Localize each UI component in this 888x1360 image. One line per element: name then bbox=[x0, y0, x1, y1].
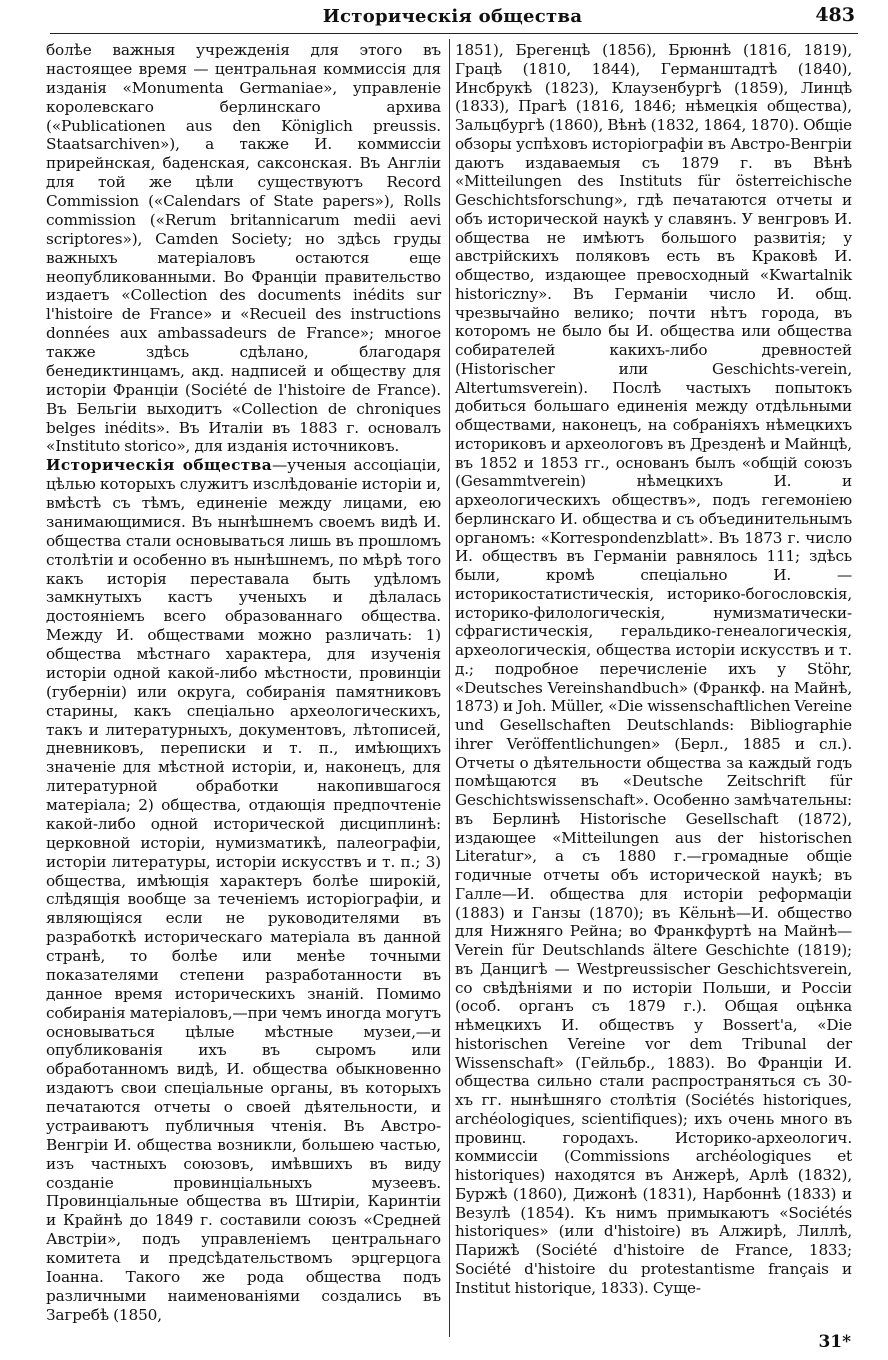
header-rule bbox=[50, 33, 858, 34]
right-paragraph: 1851), Брегенцѣ (1856), Брюннѣ (1816, 1819), Грацѣ (1810, 1844), Германштадтѣ (1840), Инсбрукѣ (1823), Клаузенбургѣ (1859), Линцѣ (1833), Прагѣ (1816, 1846; нѣмецкія общества), Зальцбургѣ (1860), Вѣнѣ (1832, 1864, 1870). Общіе обзоры успѣховъ исторіографіи въ Австро-Венгріи даютъ издаваемыя съ 1879 г. въ Вѣнѣ «Mitteilungen des Instituts für österreichische Geschichtsforschung», гдѣ печатаются отчеты и объ исторической наукѣ у славянъ. У венгровъ И. общества не имѣютъ большого развитія; у австрійскихъ поляковъ есть въ Краковѣ И. общество, издающее превосходный «Kwartalnik historiczny». Въ Германіи число И. общ. чрезвычайно велико; почти нѣтъ города, въ которомъ не было бы И. общества или общества собирателей какихъ-либо древностей (Historischer или Geschichts-verein, Altertumsverein). Послѣ частыхъ попытокъ добиться большаго единенія между отдѣльными обществами, наконецъ, на собраніяхъ нѣмецкихъ историковъ и археологовъ въ Дрезденѣ и Майнцѣ, въ 1852 и 1853 гг., основанъ былъ «общій союзъ (Gesammtverein) нѣмецкихъ И. и археологическихъ обществъ», подъ гегемоніею берлинскаго И. общества и съ объединительнымъ органомъ: «Korrespondenzblatt». Въ 1873 г. число И. обществъ въ Германіи равнялось 111; здѣсь были, кромѣ спеціально И. — историкостатистическія, историко-богословскія, историко-филологическія, нумизматически-сфрагистическія, геральдико-генеалогическія, археологическія, общества исторіи искусствъ и т. д.; подробное перечисленіе ихъ у Stöhr, «Deutsches Vereinshandbuch» (Франкф. на Майнѣ, 1873) и Joh. Müller, «Die wissenschaftlichen Vereine und Gesellschaften Deutschlands: Bibliographie ihrer Veröffentlichungen» (Берл., 1885 и сл.). Отчеты о дѣятельности общества за каждый годъ помѣщаются въ «Deutsche Zeitschrift für Geschichtswissenschaft». Особенно замѣчательны: въ Берлинѣ Historische Gesellschaft (1872), издающее «Mitteilungen aus der historischen Literatur», а съ 1880 г.—громадные общіе годичные отчеты объ исторической наукѣ; въ Галле—И. общества для исторіи реформаціи (1883) и Ганзы (1870); въ Кёльнѣ—И. общество для Нижняго Рейна; во Франкфуртѣ на Майнѣ—Verein für Deutschlands ältere Geschichte (1819); въ Данцигѣ — Westpreussischer Geschichtsverein, со свѣдѣніями и по исторіи Польши, и Россіи (особ. органъ съ 1879 г.). Общая оцѣнка нѣмецкихъ И. обществъ у Bossert'a, «Die historischen Vereine vor dem Tribunal der Wissenschaft» (Гейльбр., 1883). Во Франціи И. общества сильно стали распространяться съ 30-хъ гг. нынѣшняго столѣтія (Sociétés historiques, archéologiques, scientifiques); ихъ очень много въ провинц. городахъ. Историко-археологич. коммиссіи (Commissions archéologiques et historiques) находятся въ Анжерѣ, Арлѣ (1832), Буржѣ (1860), Дижонѣ (1831), Нарбоннѣ (1833) и Везулѣ (1854). Къ нимъ примыкаютъ «Sociétés historiques» (или d'histoire) въ Алжирѣ, Лиллѣ, Парижѣ (Société d'histoire de France, 1833; Société d'histoire du protestantisme français и Institut historique, 1833). Суще- bbox=[455, 41, 852, 1297]
left-paragraph-2 bbox=[46, 456, 441, 1324]
left-paragraph-1: болѣе важныя учрежденія для этого въ настоящее время — центральная коммиссія для изданія «Monumenta Germaniae», управленіе королевскаго берлинскаго архива («Publicationen aus den Königlich preussis. Staatsarchiven»), а также И. коммиссіи прирейнская, баденская, саксонская. Въ Англіи для той же цѣли существуютъ Record Commission («Calendars of State papers»), Rolls commission («Rerum britannicarum medii aevi scriptores»), Camden Society; но здѣсь груды важныхъ матеріаловъ остаются еще неопубликованными. Во Франціи правительство издаетъ «Collection des documents inédits sur l'histoire de France» и «Recueil des instructions données aux ambassadeurs de France»; многое также здѣсь сдѣлано, благодаря бенедиктинцамъ, акд. надписей и обществу для исторіи Франціи (Société de l'histoire de France). Въ Бельгіи выходитъ «Collection de chroniques belges inédits». Въ Италіи въ 1883 г. основалъ «Instituto storico», для изданія источниковъ. bbox=[46, 41, 441, 456]
article-headword: Историческія общества bbox=[46, 456, 273, 475]
column-divider bbox=[449, 39, 450, 1337]
page-header bbox=[50, 3, 855, 35]
right-column bbox=[455, 41, 852, 1297]
left-column bbox=[46, 41, 441, 1325]
article-body: —ученыя ассоціаціи, цѣлью которыхъ служитъ изслѣдованіе исторіи и, вмѣстѣ съ тѣмъ, единеніе между лицами, ею занимающимися. Въ нынѣшнемъ своемъ видѣ И. общества стали основываться лишь въ прошломъ столѣтіи и особенно въ нынѣшнемъ, по мѣрѣ того какъ исторія переставала быть удѣломъ замкнутыхъ кастъ ученыхъ и дѣлалась достояніемъ всего образованнаго общества. Между И. обществами можно различать: 1) общества мѣстнаго характера, для изученія исторіи одной какой-либо мѣстности, провинціи (губерніи) или округа, собиранія памятниковъ старины, какъ спеціально археологическихъ, такъ и литературныхъ, документовъ, лѣтописей, дневниковъ, переписки и т. п., имѣющихъ значеніе для мѣстной исторіи, и, наконецъ, для литературной обработки накопившагося матеріала; 2) общества, отдающія предпочтеніе какой-либо одной исторической дисциплинѣ: церковной исторіи, нумизматикѣ, палеографіи, исторіи литературы, исторіи искусствъ и т. п.; 3) общества, имѣющія характеръ болѣе широкій, слѣдящія вообще за теченіемъ исторіографіи, и являющіяся если не руководителями въ разработкѣ историческаго матеріала въ данной странѣ, то болѣе или менѣе точными показателями степени разработанности въ данное время историческихъ знаній. Помимо собиранія матеріаловъ,—при чемъ иногда могутъ основываться цѣлые мѣстные музеи,—и опубликованія ихъ въ сыромъ или обработанномъ видѣ, И. общества обыкновенно издаютъ свои спеціальные органы, въ которыхъ печатаются отчеты о своей дѣятельности, и устраиваютъ публичныя чтенія. Въ Австро-Венгріи И. общества возникли, большею частью, изъ частныхъ союзовъ, имѣвшихъ въ виду созданіе провинціальныхъ музеевъ. Провинціальные общества въ Штиріи, Каринтіи и Крайнѣ до 1849 г. составили союзъ «Средней Австріи», подъ управленіемъ центральнаго комитета и предсѣдательствомъ эрцгерцога Іоанна. Такого же рода общества подъ различными наименованіями создались въ Загребѣ (1850, bbox=[46, 456, 441, 1324]
running-title: Историческія общества bbox=[322, 6, 583, 27]
signature-mark: 31* bbox=[818, 1332, 851, 1352]
page-number: 483 bbox=[815, 4, 855, 26]
